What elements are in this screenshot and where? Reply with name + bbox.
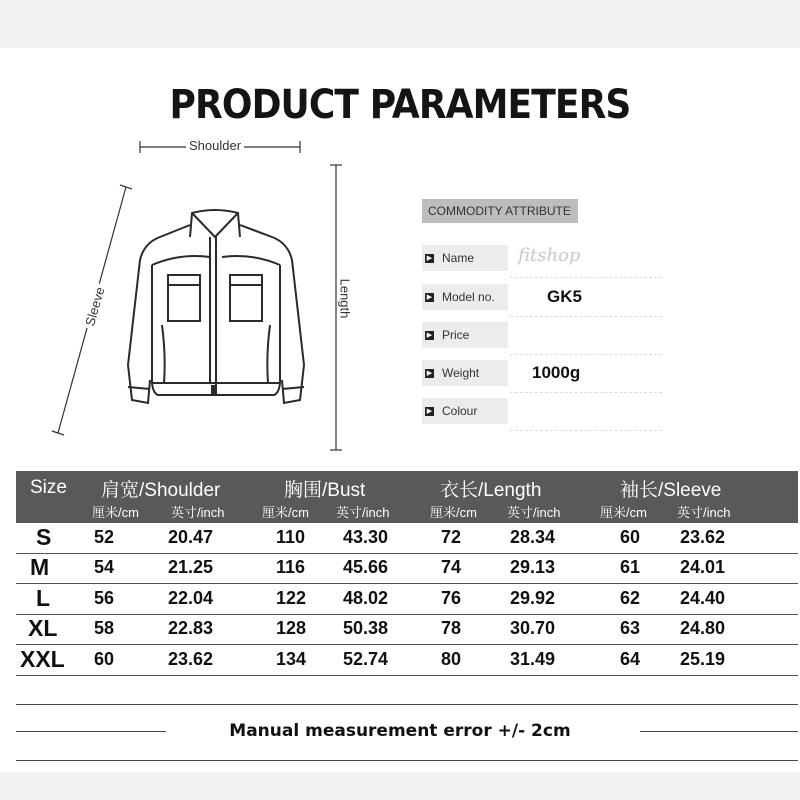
attr-row-weight [422,360,662,386]
size-header: Size [30,477,67,498]
table-row [16,523,798,554]
subheader-inch: 英寸/inch [507,505,561,520]
value-cell: 29.13 [510,557,556,577]
column-header-length: 衣长/Length [440,480,542,501]
attr-divider [510,430,662,431]
value-cell: 30.70 [510,618,556,638]
value-cell: 63 [620,618,641,638]
value-cell: 28.34 [510,527,556,547]
value-cell: 64 [620,649,641,669]
value-cell: 56 [94,588,115,608]
value-cell: 45.66 [343,557,389,577]
subheader-cm: 厘米/cm [430,505,477,520]
value-cell: 31.49 [510,649,556,669]
length-label: Length [337,276,352,322]
attr-label: Colour [442,404,478,418]
arrow-icon: ▶ [426,332,433,340]
attr-divider [510,354,662,355]
shoulder-label: Shoulder [186,138,244,153]
attr-label: Model no. [442,290,495,304]
value-cell: 54 [94,557,115,577]
value-cell: 20.47 [168,527,214,547]
value-cell: 25.19 [680,649,726,669]
jacket-diagram [40,125,380,460]
attr-divider [510,277,662,278]
table-row [16,645,798,676]
column-header-sleeve: 袖长/Sleeve [620,480,722,501]
value-cell: 80 [441,649,462,669]
value-cell: 52.74 [343,649,389,669]
arrow-icon: ▶ [426,370,433,378]
attr-divider [510,392,662,393]
value-cell: 21.25 [168,557,214,577]
value-cell: 52 [94,527,115,547]
value-cell: 128 [276,618,307,638]
size-cell: S [36,524,52,550]
attr-value-model: GK5 [547,287,582,306]
size-cell: XL [28,615,58,641]
divider [16,704,798,705]
value-cell: 24.80 [680,618,726,638]
subheader-cm: 厘米/cm [92,505,139,520]
subheader-inch: 英寸/inch [171,505,225,520]
attr-row-price [422,322,662,348]
sleeve-label: Sleeve [81,282,108,330]
value-cell: 29.92 [510,588,556,608]
size-cell: M [30,554,50,580]
arrow-icon: ▶ [426,255,433,263]
attr-value-name: fitshop [518,245,581,266]
value-cell: 122 [276,588,307,608]
table-row [16,614,798,645]
value-cell: 23.62 [168,649,214,669]
size-cell: L [36,585,51,611]
bottom-band [0,772,800,800]
divider [16,760,798,761]
value-cell: 78 [441,618,462,638]
value-cell: 74 [441,557,462,577]
attr-label: Price [442,328,470,342]
value-cell: 116 [276,557,306,577]
subheader-cm: 厘米/cm [600,505,647,520]
value-cell: 22.04 [168,588,214,608]
value-cell: 22.83 [168,618,214,638]
value-cell: 48.02 [343,588,389,608]
measurement-note: Manual measurement error +/- 2cm [229,721,571,741]
value-cell: 72 [441,527,462,547]
value-cell: 60 [94,649,115,669]
value-cell: 24.01 [680,557,726,577]
value-cell: 61 [620,557,641,577]
size-table-header [16,471,798,523]
table-row [16,584,798,615]
table-row [16,553,798,584]
arrow-icon: ▶ [426,294,433,302]
value-cell: 62 [620,588,641,608]
top-band [0,0,800,48]
value-cell: 76 [441,588,462,608]
attr-row-model [422,284,662,310]
value-cell: 24.40 [680,588,726,608]
attr-divider [510,316,662,317]
attr-label: Weight [442,366,480,380]
value-cell: 58 [94,618,115,638]
attr-row-colour [422,398,662,424]
subheader-inch: 英寸/inch [677,505,731,520]
page-title: PRODUCT PARAMETERS [169,82,631,128]
attr-label: Name [442,251,475,265]
value-cell: 60 [620,527,641,547]
subheader-cm: 厘米/cm [262,505,309,520]
attr-row-name [422,245,662,271]
size-cell: XXL [20,646,65,672]
value-cell: 110 [276,527,306,547]
subheader-inch: 英寸/inch [336,505,390,520]
commodity-attribute-header: COMMODITY ATTRIBUTE [422,199,578,223]
value-cell: 43.30 [343,527,389,547]
value-cell: 134 [276,649,307,669]
attr-value-weight: 1000g [532,363,581,382]
value-cell: 23.62 [680,527,726,547]
arrow-icon: ▶ [426,408,433,416]
divider [640,731,798,732]
column-header-shoulder: 肩宽/Shoulder [101,480,221,501]
column-header-bust: 胸围/Bust [284,480,366,501]
value-cell: 50.38 [343,618,389,638]
